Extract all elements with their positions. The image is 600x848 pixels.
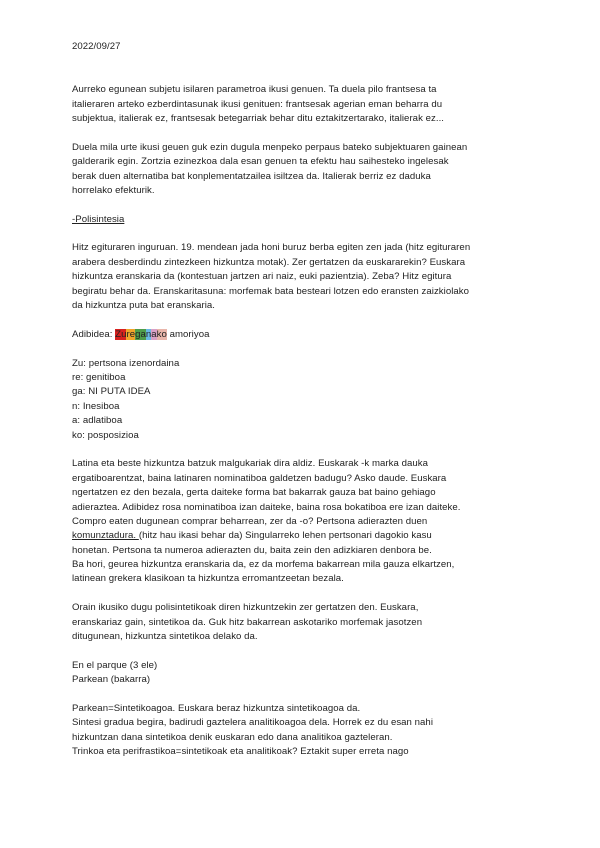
text-line: Ba hori, geurea hizkuntza eranskaria da, ez da morfema bakarrean mila gauza elkartzen, (72, 559, 455, 571)
text-line: Duela mila urte ikusi geuen guk ezin dugula menpeko perpaus bateko subjektuaren gainean (72, 141, 468, 153)
gloss-item: n: Inesiboa (72, 400, 120, 412)
paragraph-2 (72, 141, 542, 199)
spacer (72, 688, 542, 702)
date-line: 2022/09/27 (72, 41, 121, 52)
text-line: eranskariaz gain, sintetikoa da. Guk hitz bakarrean askotariko morfemak jasotzen (72, 616, 423, 628)
text-line (72, 529, 542, 543)
text-line: adieraztea. Adibidez rosa nominatiboa izan daiteke, baina rosa bokatiboa ere izan daiteke. (72, 501, 461, 513)
spacer (72, 227, 542, 241)
spacer (72, 313, 542, 327)
section-title: -Polisintesia (72, 213, 125, 225)
text-line: Latina eta beste hizkuntza batzuk malgukariak dira aldiz. Euskarak -k marka dauka (72, 458, 429, 470)
paragraph-4 (72, 457, 542, 587)
morpheme-ko: ko (156, 328, 167, 340)
morpheme-a: a (151, 328, 157, 340)
paragraph-6 (72, 659, 542, 688)
text-line: Sintesi gradua begira, badirudi gaztelera analitikoagoa dela. Horrek ez du esan nahi (72, 717, 433, 729)
paragraph-7 (72, 702, 542, 760)
text-line: da hizkuntza puta bat eranskaria. (72, 300, 215, 312)
paragraph-5 (72, 601, 542, 644)
text-line: italieraren arteko ezberdintasunak ikusi genituen: frantsesak agerian eman beharra du (72, 98, 443, 110)
gloss-list (72, 357, 542, 443)
text-line: latinean grekera klasikoan ta hizkuntza erromantzeetan bezala. (72, 573, 344, 585)
gloss-item: re: genitiboa (72, 371, 126, 383)
text-line: begiratu behar da. Eranskaritasuna: morfemak bata besteari lotzen edo eransten zaizkiolako (72, 285, 470, 297)
paragraph-3 (72, 241, 542, 313)
text-line: ergatiboarentzat, baina latinaren nominatiboa galdetzen badugu? Asko daude. Euskara (72, 472, 447, 484)
paragraph-1 (72, 83, 542, 126)
spacer (72, 342, 542, 356)
morpheme-zu: Zu (115, 328, 127, 340)
text-line: Aurreko egunean subjetu isilaren parametroa ikusi genuen. Ta duela pilo frantsesa ta (72, 84, 437, 96)
gloss-item: ga: NI PUTA IDEA (72, 386, 151, 398)
spacer (72, 198, 542, 212)
text-line: hizkuntzan dana sintetikoa denik euskaran edo dana analitikoa gazteleran. (72, 731, 393, 743)
text-line: galderarik egin. Zortzia ezinezkoa dala esan genuen ta efektu hau saihesteko ingelesak (72, 156, 449, 168)
text-line: honetan. Pertsona ta numeroa adierazten du, baita zein den adizkiaren denbora be. (72, 544, 432, 556)
spacer (72, 69, 542, 83)
text-line: Trinkoa eta perifrastikoa=sintetikoak eta analitikoak? Eztakit super erreta nago (72, 746, 409, 758)
spacer (72, 443, 542, 457)
morpheme-ga: ga (135, 328, 146, 340)
text-line: hizkuntza eranskaria da (kontestuan jartzen ari naiz, euki pazientzia). Zeba? Hitz egitura (72, 271, 452, 283)
morpheme-re: re (126, 328, 136, 340)
text-line: subjektua, italierak ez, frantsesak betegarriak behar ditu eztakitzertarako, italierak ez... (72, 112, 445, 124)
gloss-item: a: adlatiboa (72, 415, 123, 427)
text-line: ngertatzen ez den bezala, gerta daiteke forma bat bakarrak gauza bat baino gehiago (72, 487, 436, 499)
text-line: ditugunean, hizkuntza sintetikoa delako da. (72, 631, 258, 643)
text-span: (hitz hau ikasi behar da) Singularreko lehen pertsonari dagokio kasu (138, 530, 432, 542)
term-komunztadura: komunztadura. (72, 530, 139, 542)
text-line: Parkean=Sintetikoagoa. Euskara beraz hizkuntza sintetikoagoa da. (72, 702, 361, 714)
gloss-item: Zu: pertsona izenordaina (72, 357, 180, 369)
spacer (72, 54, 542, 68)
spacer (72, 126, 542, 140)
text-line: Compro eaten dugunean comprar beharrean, zer da -o? Pertsona adierazten duen (72, 515, 428, 527)
morpheme-n: n (145, 328, 152, 340)
example-label: Adibidea: (72, 328, 116, 340)
document-page (72, 40, 542, 760)
text-line: berak duen alternatiba bat konplementatzailea isiltzea da. Italierak berriz ez daduka (72, 170, 431, 182)
text-line: Orain ikusiko dugu polisintetikoak diren hizkuntzekin zer gertatzen den. Euskara, (72, 602, 419, 614)
example-line (72, 328, 542, 342)
text-line: En el parque (3 ele) (72, 659, 158, 671)
spacer (72, 644, 542, 658)
text-line: arabera desberdindu zintezkeen hizkuntza motak). Zer gertatzen da euskararekin? Euskara (72, 256, 466, 268)
text-line: Parkean (bakarra) (72, 674, 151, 686)
spacer (72, 587, 542, 601)
gloss-item: ko: posposizioa (72, 429, 139, 441)
text-line: horrelako efekturik. (72, 184, 155, 196)
text-line: Hitz egituraren inguruan. 19. mendean jada honi buruz berba egiten zen jada (hitz egituraren (72, 242, 471, 254)
example-suffix: amoriyoa (166, 328, 210, 340)
